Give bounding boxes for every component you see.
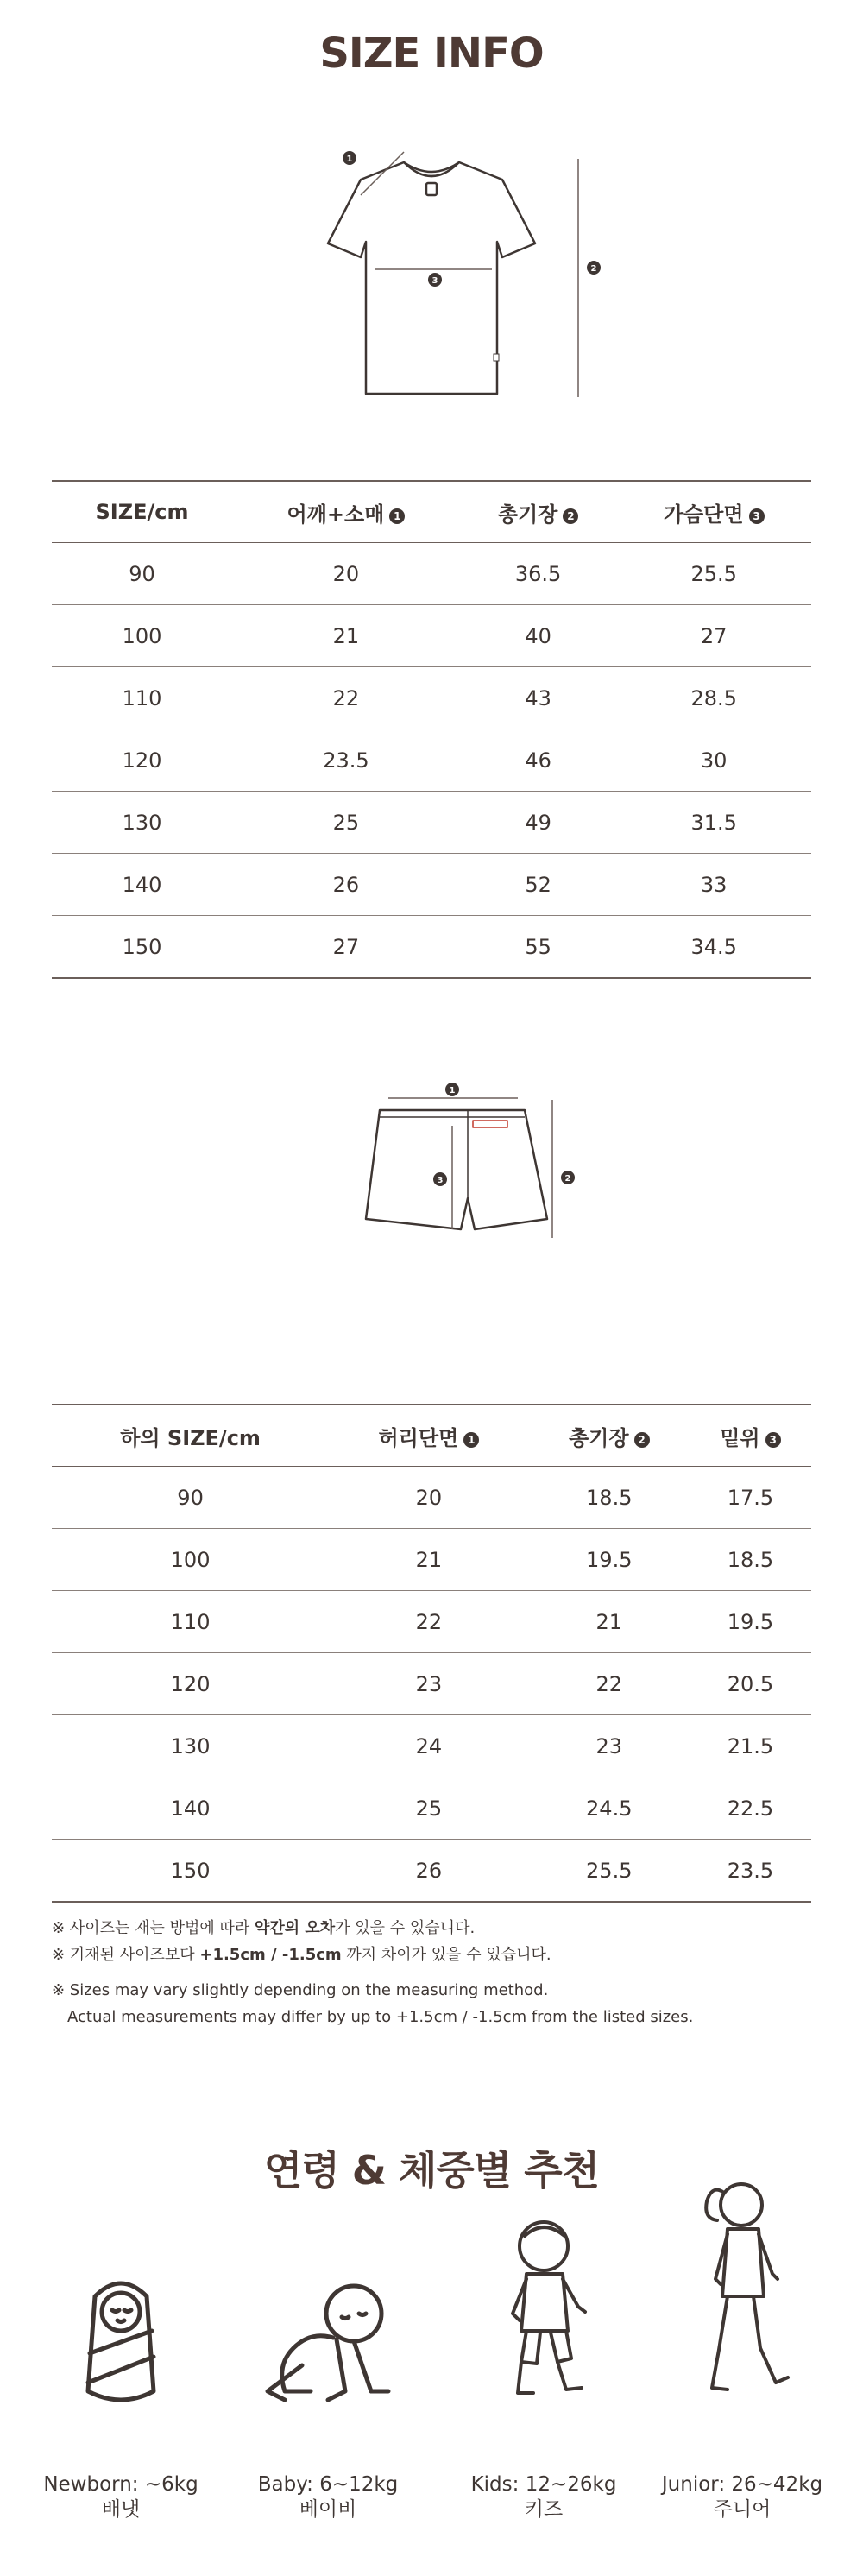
marker-3-label: 3 [432, 276, 438, 286]
table-row [52, 1777, 811, 1840]
tshirt-diagram [302, 138, 613, 414]
table-cell: 27 [232, 916, 460, 979]
table-cell: 52 [460, 854, 617, 916]
age-group-baby [233, 2227, 423, 2521]
table-cell: 19.5 [529, 1529, 690, 1591]
table-row [52, 1653, 811, 1715]
table-cell: 21 [529, 1591, 690, 1653]
walking-kid-icon [483, 2210, 604, 2417]
table-cell: 36.5 [460, 543, 617, 605]
header-rise: 밑위 3 [690, 1405, 811, 1467]
age-label: Newborn: ~6kg 배냇 [43, 2473, 198, 2521]
measurement-marker: 2 [563, 508, 578, 524]
table-cell: 24.5 [529, 1777, 690, 1840]
table-cell: 18.5 [690, 1529, 811, 1591]
table-cell: 22 [529, 1653, 690, 1715]
header-chest-width: 가슴단면 3 [616, 481, 811, 543]
marker-2-label: 2 [564, 1174, 571, 1184]
table-header-row [52, 1405, 811, 1467]
table-cell: 22.5 [690, 1777, 811, 1840]
table-cell: 25.5 [616, 543, 811, 605]
measurement-marker: 1 [389, 508, 405, 524]
table-cell: 25.5 [529, 1840, 690, 1903]
table-cell: 18.5 [529, 1467, 690, 1529]
table-cell: 110 [52, 1591, 329, 1653]
note-line-3: ※ Sizes may vary slightly depending on the measuring method. [52, 1981, 549, 1999]
size-notes [52, 1915, 811, 2030]
header-total-length: 총기장 2 [460, 481, 617, 543]
table-row [52, 667, 811, 729]
measurement-marker: 3 [749, 508, 765, 524]
measurement-marker: 3 [765, 1432, 781, 1448]
table-cell: 20 [329, 1467, 528, 1529]
table-cell: 23.5 [690, 1840, 811, 1903]
table-cell: 140 [52, 1777, 329, 1840]
marker-2-label: 2 [590, 264, 597, 274]
table-row [52, 605, 811, 667]
header-waist-width: 허리단면 1 [329, 1405, 528, 1467]
age-group-junior [647, 2227, 837, 2521]
table-row [52, 729, 811, 792]
table-cell: 26 [329, 1840, 528, 1903]
table-cell: 90 [52, 1467, 329, 1529]
table-cell: 130 [52, 1715, 329, 1777]
table-cell: 20.5 [690, 1653, 811, 1715]
table-cell: 20 [232, 543, 460, 605]
table-row [52, 543, 811, 605]
note-line-1: ※ 사이즈는 재는 방법에 따라 약간의 오차가 있을 수 있습니다. [52, 1919, 476, 1937]
table-cell: 21.5 [690, 1715, 811, 1777]
table-cell: 19.5 [690, 1591, 811, 1653]
table-row [52, 792, 811, 854]
table-cell: 21 [329, 1529, 528, 1591]
walking-junior-icon [677, 2167, 807, 2417]
age-label: Kids: 12~26kg 키즈 [470, 2473, 617, 2521]
table-cell: 43 [460, 667, 617, 729]
age-label: Baby: 6~12kg 베이비 [257, 2473, 399, 2521]
table-cell: 140 [52, 854, 232, 916]
table-cell: 30 [616, 729, 811, 792]
table-cell: 100 [52, 1529, 329, 1591]
table-row [52, 1715, 811, 1777]
table-row [52, 1467, 811, 1529]
top-size-table [52, 480, 811, 979]
table-cell: 25 [232, 792, 460, 854]
table-row [52, 1529, 811, 1591]
table-cell: 17.5 [690, 1467, 811, 1529]
bottom-size-table [52, 1404, 811, 1903]
table-row [52, 916, 811, 979]
table-cell: 24 [329, 1715, 528, 1777]
table-row [52, 1591, 811, 1653]
table-cell: 33 [616, 854, 811, 916]
header-size: 하의 SIZE/cm [52, 1405, 329, 1467]
table-cell: 21 [232, 605, 460, 667]
note-line-4: Actual measurements may differ by up to +1.5cm / -1.5cm from the listed sizes. [67, 2008, 694, 2026]
table-cell: 23.5 [232, 729, 460, 792]
note-line-2: ※ 기재된 사이즈보다 +1.5cm / -1.5cm 까지 차이가 있을 수 있습니다. [52, 1946, 551, 1964]
table-cell: 34.5 [616, 916, 811, 979]
shorts-diagram [345, 1065, 587, 1264]
table-cell: 120 [52, 729, 232, 792]
table-cell: 22 [329, 1591, 528, 1653]
age-label: Junior: 26~42kg 주니어 [661, 2473, 823, 2521]
table-cell: 40 [460, 605, 617, 667]
marker-1-label: 1 [449, 1086, 456, 1095]
measurement-marker: 2 [634, 1432, 650, 1448]
swaddled-baby-icon [52, 2270, 190, 2417]
table-row [52, 1840, 811, 1903]
size-info-title: SIZE INFO [319, 29, 544, 78]
table-cell: 49 [460, 792, 617, 854]
table-cell: 55 [460, 916, 617, 979]
marker-3-label: 3 [437, 1176, 444, 1185]
table-cell: 46 [460, 729, 617, 792]
crawling-baby-icon [250, 2270, 406, 2417]
table-cell: 25 [329, 1777, 528, 1840]
table-cell: 150 [52, 1840, 329, 1903]
age-weight-title: 연령 & 체중별 추천 [263, 2147, 600, 2194]
table-cell: 90 [52, 543, 232, 605]
age-group-kids [449, 2227, 639, 2521]
table-cell: 23 [329, 1653, 528, 1715]
table-cell: 26 [232, 854, 460, 916]
table-cell: 23 [529, 1715, 690, 1777]
table-header-row [52, 481, 811, 543]
marker-1-label: 1 [346, 155, 353, 164]
age-group-newborn [26, 2227, 216, 2521]
header-shoulder-sleeve: 어깨+소매 1 [232, 481, 460, 543]
table-row [52, 854, 811, 916]
table-cell: 28.5 [616, 667, 811, 729]
table-cell: 150 [52, 916, 232, 979]
header-total-length: 총기장 2 [529, 1405, 690, 1467]
table-cell: 22 [232, 667, 460, 729]
table-cell: 100 [52, 605, 232, 667]
table-cell: 27 [616, 605, 811, 667]
table-cell: 110 [52, 667, 232, 729]
table-cell: 31.5 [616, 792, 811, 854]
measurement-marker: 1 [463, 1432, 479, 1448]
table-cell: 120 [52, 1653, 329, 1715]
header-size: SIZE/cm [52, 481, 232, 543]
table-cell: 130 [52, 792, 232, 854]
